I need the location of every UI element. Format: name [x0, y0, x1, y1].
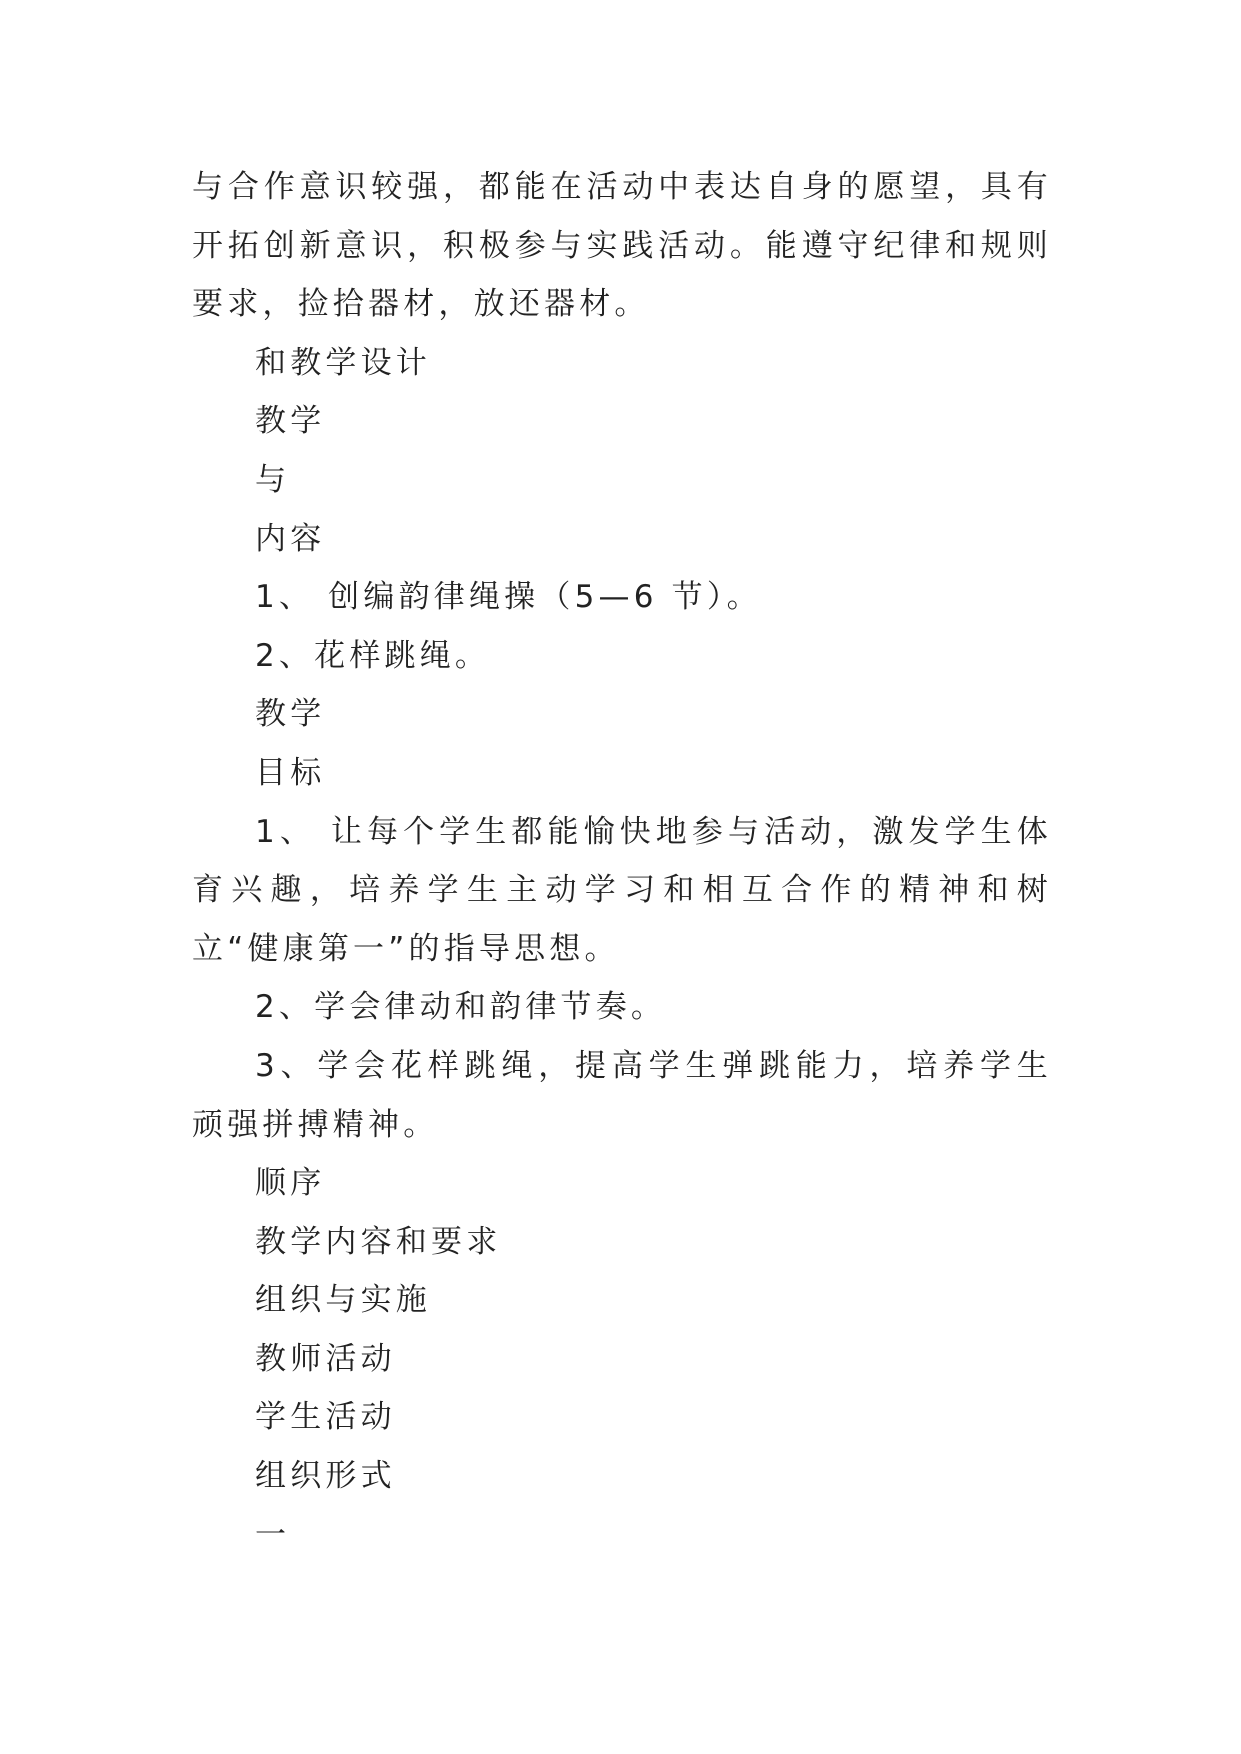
paragraph-label-teacher-activity: 教师活动	[255, 1340, 396, 1377]
paragraph-label-and: 与	[255, 461, 291, 498]
paragraph-label-order: 顺序	[255, 1165, 326, 1202]
paragraph-label-organization-form: 组织形式	[255, 1458, 396, 1495]
paragraph-label-content: 内容	[255, 520, 326, 557]
document-body	[192, 158, 1052, 1564]
paragraph-label-student-activity: 学生活动	[255, 1399, 396, 1436]
paragraph-label-goals: 目标	[255, 754, 326, 791]
paragraph-label-organization: 组织与实施	[255, 1282, 431, 1319]
paragraph-content-item-2: 2、花样跳绳。	[255, 637, 491, 674]
paragraph-goal-1: 1、 让每个学生都能愉快地参与活动，激发学生体育兴趣，培养学生主动学习和相互合作的精神和树立“健康第一”的指导思想。	[192, 813, 1052, 967]
paragraph-heading-design: 和教学设计	[255, 344, 431, 381]
paragraph-label-content-requirements: 教学内容和要求	[255, 1223, 502, 1260]
paragraph-content-item-1: 1、 创编韵律绳操（5—6 节）。	[255, 579, 762, 616]
paragraph-section-one: 一	[255, 1516, 291, 1553]
paragraph-goal-3: 3、学会花样跳绳，提高学生弹跳能力，培养学生顽强拼搏精神。	[192, 1047, 1052, 1143]
paragraph-label-teaching-2: 教学	[255, 696, 326, 733]
paragraph-label-teaching: 教学	[255, 403, 326, 440]
paragraph-continuation: 与合作意识较强，都能在活动中表达自身的愿望，具有开拓创新意识，积极参与实践活动。能遵守纪律和规则要求，捡拾器材，放还器材。	[192, 169, 1052, 323]
paragraph-goal-2: 2、学会律动和韵律节奏。	[255, 989, 667, 1026]
